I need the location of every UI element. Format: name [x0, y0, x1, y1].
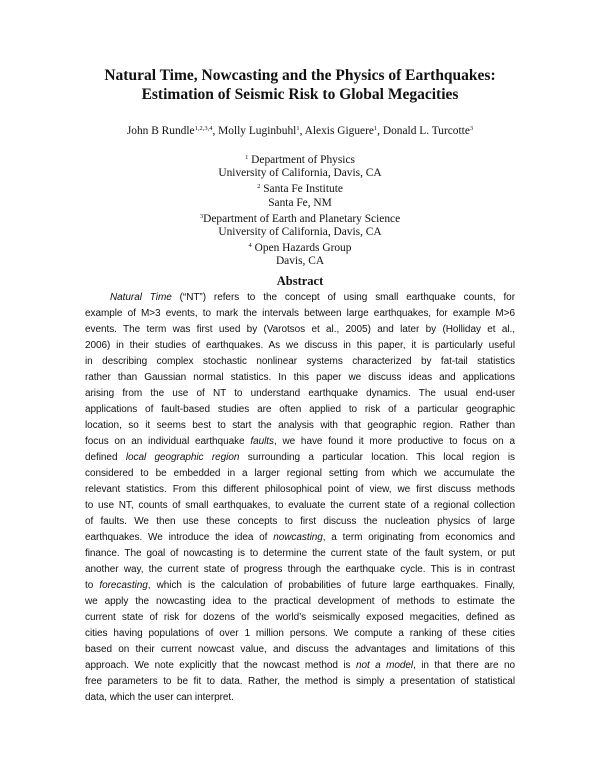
author-affil-mark: 1,2,3,4 — [194, 125, 213, 132]
abstract-emphasis: faults — [250, 436, 274, 447]
affil-number: 4 — [248, 242, 252, 250]
abstract-text: defined — [85, 452, 126, 463]
affiliation-line: Davis, CA — [275, 255, 325, 268]
paper-title — [60, 66, 540, 104]
abstract-line — [85, 402, 515, 418]
abstract-text: arising from the use of NT to understand earthquake dynamics. The usual end-user — [85, 388, 515, 399]
abstract-text: based on their current nowcast value, and discuss the advantages and limitations of this — [85, 644, 515, 655]
abstract-text: surrounding a particular location. This local region is — [239, 452, 515, 463]
affiliation-text: Santa Fe Institute — [263, 183, 343, 196]
abstract-line — [85, 450, 515, 466]
affiliation-line — [100, 180, 500, 196]
author-affil-mark: 1 — [373, 125, 378, 132]
abstract-line — [85, 434, 515, 450]
abstract-text: data, which the user can interpret. — [85, 692, 234, 703]
abstract-emphasis: nowcasting — [273, 532, 323, 543]
abstract-text: cities having populations of over 1 million persons. We compute a ranking of these cities — [85, 628, 515, 639]
abstract-text: , we have found it more productive to focus on a — [273, 436, 515, 447]
abstract-text: earthquakes. We introduce the idea of — [85, 532, 274, 543]
abstract-line — [85, 610, 515, 626]
affiliation-line: University of California, Davis, CA — [218, 167, 382, 180]
abstract-line — [85, 658, 515, 674]
abstract-text: free parameters to be fit to data. Rather, the method is simply a presentation of statistical — [85, 676, 515, 687]
abstract-text: relevant statistics. From this different philosophical point of view, we first discuss methods — [85, 484, 515, 495]
affiliation-text: Department of Earth and Planetary Science — [203, 212, 401, 225]
abstract-line — [85, 290, 515, 306]
author-name: John B Rundle — [126, 125, 195, 137]
affiliation-text: Open Hazards Group — [254, 242, 352, 255]
abstract-text: current state of risk for dozens of the world’s seismically exposed megacities, defined as — [85, 612, 515, 623]
affil-number: 3 — [199, 212, 204, 220]
abstract-line — [85, 626, 515, 642]
abstract-heading: Abstract — [276, 274, 324, 288]
author-affil-mark: 3 — [469, 125, 474, 132]
abstract-text: another way, the current state of progress through the earthquake cycle. This is in contrast — [85, 564, 515, 575]
abstract-line — [85, 370, 515, 386]
author-affil-mark: 1 — [296, 125, 300, 132]
abstract-line — [85, 514, 515, 530]
abstract-line — [85, 306, 515, 322]
abstract-text: focus on an individual earthquake — [85, 436, 251, 447]
abstract-line — [85, 322, 515, 338]
author-list: John B Rundle$^{1,2,3,4}$, Molly Luginbuhl$^1$, Alexis Giguere$^1$, Donald L. Turcotte$^3$ — [126, 125, 474, 137]
abstract-line — [85, 562, 515, 578]
affiliation-line — [100, 210, 500, 226]
abstract-text: to use NT, counts of small earthquakes, to evaluate the current state of a regional collection — [85, 500, 515, 511]
abstract-line — [85, 466, 515, 482]
author-name: Alexis Giguere — [304, 125, 374, 137]
abstract-text: to — [85, 580, 100, 591]
abstract-line — [85, 354, 515, 370]
abstract-line — [85, 418, 515, 434]
abstract-emphasis: forecasting — [99, 580, 148, 591]
abstract-text: approach. We note explicitly that the nowcast method is — [85, 660, 356, 671]
abstract-line — [85, 530, 515, 546]
abstract-line — [85, 594, 515, 610]
abstract-text: finance. The goal of nowcasting is to determine the current state of the fault system, or put — [85, 548, 515, 559]
title-line-2: Estimation of Seismic Risk to Global Megacities — [141, 86, 459, 103]
abstract-body — [85, 290, 515, 706]
abstract-emphasis: local geographic region — [125, 452, 240, 463]
abstract-line — [85, 338, 515, 354]
abstract-text: applications of fault-based studies are often applied to risk of a particular geographic — [85, 404, 515, 415]
abstract-text: 2006) in their studies of earthquakes. As we discuss in this paper, it is particularly useful — [85, 340, 515, 351]
abstract-line — [85, 498, 515, 514]
affiliation-line — [100, 151, 500, 167]
abstract-text: in describing complex stochastic nonlinear systems characterized by fat-tail statistics — [85, 356, 515, 367]
abstract-line — [85, 674, 515, 690]
abstract-text: of faults. We then use these concepts to first discuss the nucleation physics of large — [85, 516, 515, 527]
abstract-emphasis: Natural Time — [110, 292, 172, 303]
abstract-text: , which is the calculation of probabilities of future large earthquakes. Finally, — [147, 580, 515, 591]
affiliation-text: Department of Physics — [251, 154, 355, 166]
abstract-text: considered to be embedded in a larger regional setting from which we accumulate the — [85, 468, 515, 479]
affiliation-line: Santa Fe, NM — [268, 196, 332, 209]
author-name: Molly Luginbuhl — [218, 125, 297, 137]
affiliation-line — [100, 239, 500, 255]
abstract-line — [85, 642, 515, 658]
abstract-text: we apply the nowcasting idea to the practical development of methods to estimate the — [85, 596, 515, 607]
abstract-text: location, so it seems best to start the analysis with that geographic region. Rather than — [85, 420, 515, 431]
title-line-1: Natural Time, Nowcasting and the Physics of Earthquakes: — [104, 67, 496, 84]
abstract-line — [85, 690, 515, 706]
abstract-text: rather than Gaussian normal statistics. In this paper we discuss ideas and applications — [85, 372, 515, 383]
affil-number: 2 — [257, 183, 261, 191]
affiliation-line: University of California, Davis, CA — [218, 226, 382, 239]
affiliation-list — [100, 151, 500, 269]
abstract-line — [85, 386, 515, 402]
abstract-text: example of M>3 events, to mark the intervals between large earthquakes, for example M>6 — [85, 308, 515, 319]
abstract-line — [85, 482, 515, 498]
abstract-text: , in that there are no — [413, 660, 515, 671]
abstract-line — [85, 578, 515, 594]
abstract-text: , a term originating from economics and — [322, 532, 515, 543]
abstract-text: (“NT”) refers to the concept of using small earthquake counts, for — [171, 292, 515, 303]
abstract-line — [85, 546, 515, 562]
author-name: Donald L. Turcotte — [382, 125, 470, 137]
abstract-text: events. The term was first used by (Varotsos et al., 2005) and later by (Holliday et al., — [85, 324, 515, 335]
affil-number: 1 — [245, 154, 249, 161]
abstract-emphasis: not a model — [355, 660, 414, 671]
